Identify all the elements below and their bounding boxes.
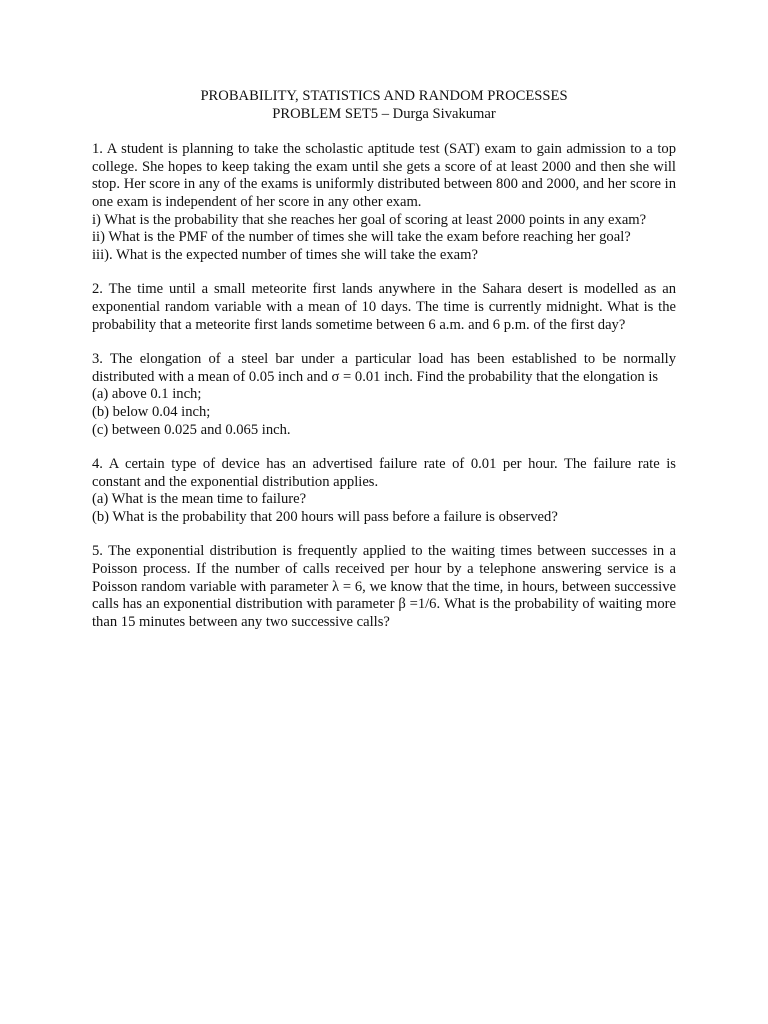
problem-5 [92, 543, 676, 631]
problem-4 [92, 456, 676, 526]
problem-1-part-ii: ii) What is the PMF of the number of times she will take the exam before reaching her goal? [92, 229, 631, 246]
problem-3-text: 3. The elongation of a steel bar under a particular load has been established to be normally distributed with a mean of 0.05 inch and σ = 0.01 inch. Find the probability that the elongation is [92, 351, 676, 385]
document-header [92, 88, 676, 123]
problem-1 [92, 141, 676, 264]
problem-3-part-a: (a) above 0.1 inch; [92, 386, 202, 403]
problem-set-page [92, 88, 676, 648]
problem-1-part-iii: iii). What is the expected number of times she will take the exam? [92, 246, 478, 263]
problem-4-text: 4. A certain type of device has an advertised failure rate of 0.01 per hour. The failure rate is constant and the exponential distribution applies. [92, 456, 676, 490]
document-subtitle: PROBLEM SET5 – Durga Sivakumar [272, 105, 496, 122]
document-title: PROBABILITY, STATISTICS AND RANDOM PROCESSES [200, 88, 568, 104]
problem-3-part-b: (b) below 0.04 inch; [92, 403, 211, 420]
problem-2-text: 2. The time until a small meteorite first lands anywhere in the Sahara desert is modelled as an exponential random variable with a mean of 10 days. The time is currently midnight. What is the probability that a meteorite first lands sometime between 6 a.m. and 6 p.m. of the first day? [92, 281, 676, 333]
problem-2 [92, 281, 676, 334]
problem-3 [92, 351, 676, 439]
problem-4-part-a: (a) What is the mean time to failure? [92, 491, 307, 508]
problem-5-text: 5. The exponential distribution is frequently applied to the waiting times between successes in a Poisson process. If the number of calls received per hour by a telephone answering service is a Poisson random variable with parameter λ = 6, we know that the time, in hours, between successive calls has an exponential distribution with parameter β =1/6. What is the probability of waiting more than 15 minutes between any two successive calls? [92, 543, 676, 630]
problem-3-part-c: (c) between 0.025 and 0.065 inch. [92, 421, 291, 438]
problem-1-part-i: i) What is the probability that she reaches her goal of scoring at least 2000 points in any exam? [92, 211, 647, 228]
problem-4-part-b: (b) What is the probability that 200 hours will pass before a failure is observed? [92, 508, 558, 525]
problem-1-text: 1. A student is planning to take the scholastic aptitude test (SAT) exam to gain admission to a top college. She hopes to keep taking the exam until she gets a score of at least 2000 and then she will stop. Her score in any of the exams is uniformly distributed between 800 and 2000, and her score in one exam is independent of her score in any other exam. [92, 141, 676, 210]
